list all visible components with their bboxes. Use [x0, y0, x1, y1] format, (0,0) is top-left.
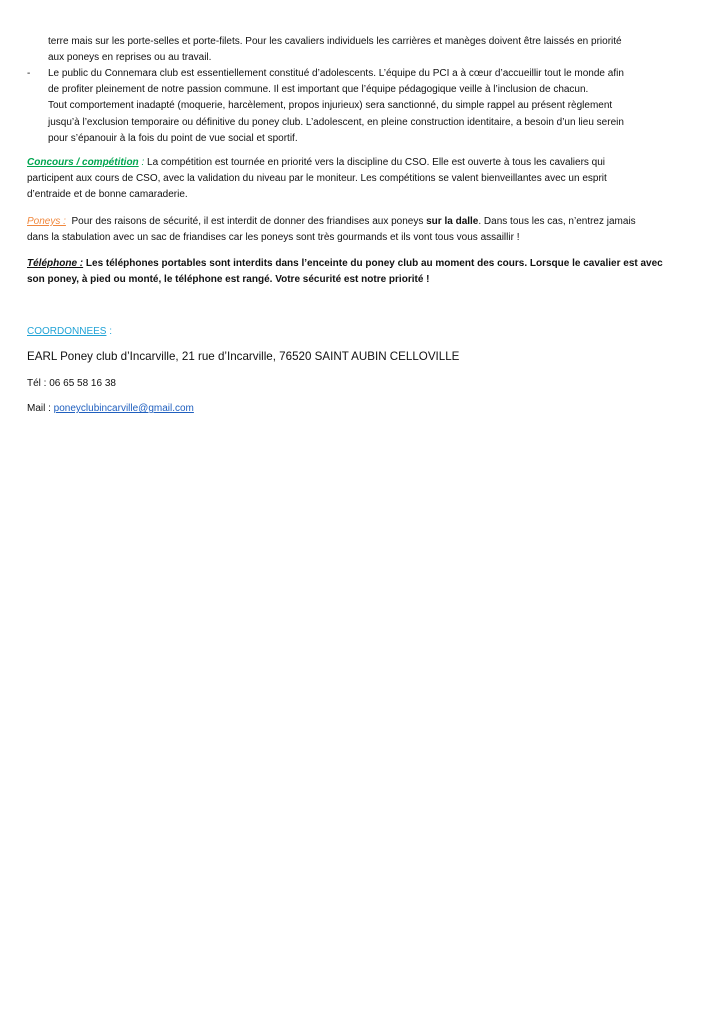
bullet-dash: - — [27, 68, 31, 79]
poneys-text-end: . Dans tous les cas, n’entrez jamais — [478, 216, 636, 227]
section-poneys — [27, 214, 705, 246]
address: EARL Poney club d’Incarville, 21 rue d’Incarville, 76520 SAINT AUBIN CELLOVILLE — [27, 350, 460, 363]
concours-text: La compétition est tournée en priorité vers la discipline du CSO. Elle est ouverte à tous les cavaliers qui — [147, 157, 606, 168]
coordonnees-heading — [27, 326, 112, 337]
text-line — [27, 155, 705, 171]
text-line — [27, 256, 705, 272]
telephone-heading: Téléphone : — [27, 258, 84, 269]
text-line: dans la stabulation avec un sac de friandises car les poneys sont très gourmands et ils vont tous vous assaillir ! — [27, 232, 520, 244]
text-line: son poney, à pied ou monté, le téléphone est rangé. Votre sécurité est notre priorité ! — [27, 274, 430, 286]
coordonnees-title: COORDONNEES — [27, 326, 107, 337]
text-line — [27, 214, 705, 230]
poneys-heading: Poneys : — [27, 216, 66, 227]
text-line: de profiter pleinement de notre passion commune. Il est important que l’équipe pédagogique veille à l’inclusion de chacun. — [48, 84, 589, 96]
text-line: jusqu’à l’exclusion temporaire ou définitive du poney club. L’adolescent, en pleine construction identitaire, a besoin d’un lieu serein — [48, 116, 624, 128]
telephone-text: Les téléphones portables sont interdits dans l’enceinte du poney club au moment des cours. Lorsque le cavalier est avec — [83, 258, 663, 269]
section-concours — [27, 155, 705, 204]
telephone-number: Tél : 06 65 58 16 38 — [27, 378, 116, 389]
text-line: d’entraide et de bonne camaraderie. — [27, 189, 188, 201]
text-line: participent aux cours de CSO, avec la validation du niveau par le moniteur. Les compétitions se valent bienveillantes avec un esprit — [27, 173, 607, 185]
mail-label: Mail : — [27, 403, 54, 414]
text-line: Tout comportement inadapté (moquerie, harcèlement, propos injurieux) sera sanctionné, du simple rappel au présent règlement — [48, 100, 613, 112]
bullet-item-public — [48, 66, 704, 147]
text-line: Le public du Connemara club est essentiellement constitué d’adolescents. L’équipe du PCI a à cœur d’accueillir tout le monde afin — [48, 68, 624, 79]
poneys-bold-text: sur la dalle — [426, 216, 479, 227]
mail-line — [27, 403, 194, 414]
email-link[interactable]: poneyclubincarville@gmail.com — [53, 403, 194, 414]
text-line: pour s’épanouir à la fois du point de vue social et sportif. — [48, 132, 298, 144]
text-line: aux poneys en reprises ou au travail. — [48, 52, 212, 64]
previous-bullet-continuation — [48, 34, 704, 66]
coordonnees-suffix: : — [106, 326, 113, 337]
text-line: terre mais sur les porte-selles et porte-filets. Pour les cavaliers individuels les carrières et manèges doivent être laissés en priorité — [48, 36, 622, 47]
poneys-text: Pour des raisons de sécurité, il est interdit de donner des friandises aux poneys — [65, 216, 427, 227]
concours-separator: : — [138, 157, 148, 168]
section-telephone — [27, 256, 705, 288]
concours-heading: Concours / compétition — [27, 157, 139, 168]
